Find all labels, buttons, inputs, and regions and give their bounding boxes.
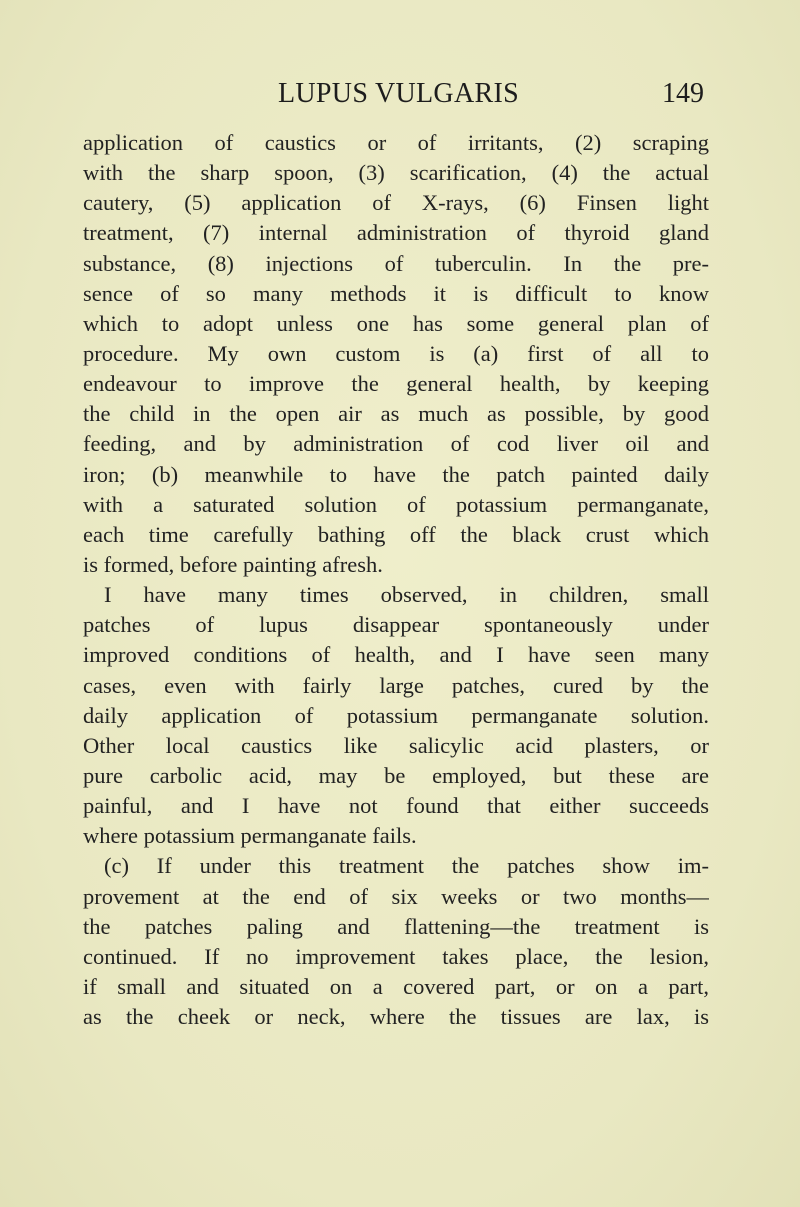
text-line: cases, even with fairly large patches, cured by the	[83, 672, 709, 698]
text-line: I have many times observed, in children, small	[104, 582, 709, 608]
text-line: improved conditions of health, and I have seen many	[83, 642, 709, 668]
text-line: treatment, (7) internal administration of thyroid gland	[83, 220, 709, 246]
text-line: painful, and I have not found that either succeeds	[83, 793, 709, 819]
body-text	[83, 128, 709, 1032]
text-line: daily application of potassium permanganate solution.	[83, 702, 709, 728]
text-line: with the sharp spoon, (3) scarification, (4) the actual	[83, 160, 709, 186]
text-line: the child in the open air as much as possible, by good	[83, 401, 709, 427]
text-line: iron; (b) meanwhile to have the patch painted daily	[83, 461, 709, 487]
text-line: cautery, (5) application of X-rays, (6) Finsen light	[83, 190, 709, 216]
text-line: provement at the end of six weeks or two months—	[83, 883, 709, 909]
page-number: 149	[662, 78, 704, 109]
text-line: patches of lupus disappear spontaneously under	[83, 612, 709, 638]
text-line: procedure. My own custom is (a) first of all to	[83, 340, 709, 366]
text-line: as the cheek or neck, where the tissues are lax, is	[83, 1004, 709, 1030]
text-line: sence of so many methods it is difficult to know	[83, 280, 709, 306]
text-line: application of caustics or of irritants, (2) scraping	[83, 130, 709, 155]
text-line: is formed, before painting afresh.	[83, 551, 383, 577]
text-line: if small and situated on a covered part, or on a part,	[83, 973, 709, 999]
text-line: the patches paling and flattening—the treatment is	[83, 913, 709, 939]
text-line: (c) If under this treatment the patches show im-	[104, 853, 709, 879]
text-line: continued. If no improvement takes place, the lesion,	[83, 943, 709, 969]
text-line: Other local caustics like salicylic acid plasters, or	[83, 732, 709, 758]
text-line: where potassium permanganate fails.	[83, 823, 417, 849]
text-line: pure carbolic acid, may be employed, but these are	[83, 762, 709, 788]
running-title: LUPUS VULGARIS	[278, 78, 519, 109]
text-line: each time carefully bathing off the black crust which	[83, 521, 709, 547]
text-line: endeavour to improve the general health, by keeping	[83, 371, 709, 397]
text-line: substance, (8) injections of tuberculin. In the pre-	[83, 250, 709, 276]
text-line: with a saturated solution of potassium permanganate,	[83, 491, 709, 517]
text-line: feeding, and by administration of cod liver oil and	[83, 431, 709, 457]
text-line: which to adopt unless one has some general plan of	[83, 310, 709, 336]
page-header	[0, 74, 800, 114]
